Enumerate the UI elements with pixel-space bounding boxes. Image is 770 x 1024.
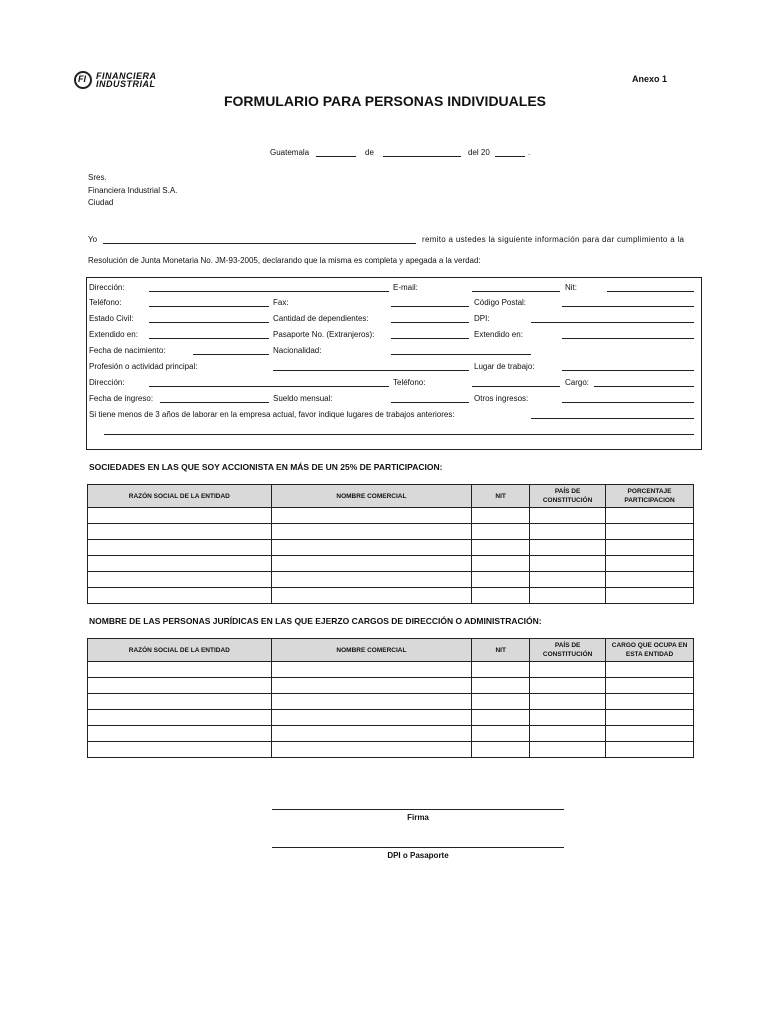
table-cell[interactable] bbox=[271, 742, 472, 758]
table-cell[interactable] bbox=[472, 524, 530, 540]
table-cell[interactable] bbox=[88, 726, 272, 742]
logo-emblem: FI bbox=[74, 71, 92, 89]
table-cell[interactable] bbox=[271, 694, 472, 710]
dependientes-field[interactable] bbox=[391, 322, 469, 323]
label-dependientes: Cantidad de dependientes: bbox=[273, 314, 369, 323]
table-cell[interactable] bbox=[472, 572, 530, 588]
table-cell[interactable] bbox=[606, 726, 694, 742]
fax-field[interactable] bbox=[391, 306, 469, 307]
label-direccion: Dirección: bbox=[89, 283, 125, 292]
table-row bbox=[88, 572, 694, 588]
label-nit: Nit: bbox=[565, 283, 577, 292]
table-cell[interactable] bbox=[606, 710, 694, 726]
table-cell[interactable] bbox=[88, 662, 272, 678]
table-cell[interactable] bbox=[88, 524, 272, 540]
cargos-table bbox=[87, 638, 694, 758]
table-cell[interactable] bbox=[271, 726, 472, 742]
statement-yo: Yo bbox=[88, 235, 98, 244]
table-cell[interactable] bbox=[472, 588, 530, 604]
table-cell[interactable] bbox=[606, 540, 694, 556]
statement-part2: Resolución de Junta Monetaria No. JM-93-2005, declarando que la misma es completa y apegada a la verdad: bbox=[88, 256, 481, 265]
label-lugar-trabajo: Lugar de trabajo: bbox=[474, 362, 535, 371]
table-cell[interactable] bbox=[606, 572, 694, 588]
table-cell[interactable] bbox=[88, 540, 272, 556]
month-field[interactable] bbox=[383, 156, 461, 157]
table-cell[interactable] bbox=[88, 588, 272, 604]
year-field[interactable] bbox=[495, 156, 525, 157]
table-cell[interactable] bbox=[472, 742, 530, 758]
table-row bbox=[88, 694, 694, 710]
label-email: E-mail: bbox=[393, 283, 418, 292]
table-cell[interactable] bbox=[606, 588, 694, 604]
table-row bbox=[88, 742, 694, 758]
label-codigo-postal: Código Postal: bbox=[474, 298, 527, 307]
statement-part1: remito a ustedes la siguiente información para dar cumplimiento a la bbox=[422, 235, 685, 244]
table-row bbox=[88, 588, 694, 604]
table-cell[interactable] bbox=[472, 710, 530, 726]
accionista-header-2: NIT bbox=[472, 485, 530, 508]
label-otros-ingresos: Otros ingresos: bbox=[474, 394, 529, 403]
label-sueldo: Sueldo mensual: bbox=[273, 394, 333, 403]
trabajos-anteriores-field-2[interactable] bbox=[104, 434, 694, 435]
logo-text: FINANCIERA INDUSTRIAL bbox=[96, 71, 157, 89]
table-cell[interactable] bbox=[606, 742, 694, 758]
table-cell[interactable] bbox=[88, 556, 272, 572]
table-cell[interactable] bbox=[606, 678, 694, 694]
label-pasaporte: Pasaporte No. (Extranjeros): bbox=[273, 330, 375, 339]
table-cell[interactable] bbox=[530, 540, 606, 556]
table-row bbox=[88, 540, 694, 556]
table-cell[interactable] bbox=[472, 678, 530, 694]
table-row bbox=[88, 710, 694, 726]
lugar-trabajo-field[interactable] bbox=[562, 370, 694, 371]
date-de: de bbox=[365, 148, 374, 157]
direccion-field[interactable] bbox=[149, 291, 389, 292]
extendido-en-field[interactable] bbox=[149, 338, 269, 339]
dpi-field[interactable] bbox=[531, 322, 694, 323]
profesion-field[interactable] bbox=[273, 370, 469, 371]
table-cell[interactable] bbox=[606, 524, 694, 540]
telefono-field[interactable] bbox=[149, 306, 269, 307]
accionista-table bbox=[87, 484, 694, 604]
cargos-header-1: NOMBRE COMERCIAL bbox=[271, 639, 472, 662]
table-cell[interactable] bbox=[530, 662, 606, 678]
date-end: . bbox=[528, 148, 531, 157]
firma-line[interactable] bbox=[272, 809, 564, 810]
table-cell[interactable] bbox=[530, 556, 606, 572]
label-fecha-nacimiento: Fecha de nacimiento: bbox=[89, 346, 166, 355]
sueldo-field[interactable] bbox=[391, 402, 469, 403]
table-cell[interactable] bbox=[271, 524, 472, 540]
day-field[interactable] bbox=[316, 156, 356, 157]
otros-ingresos-field[interactable] bbox=[562, 402, 694, 403]
nit-field[interactable] bbox=[607, 291, 694, 292]
full-name-field[interactable] bbox=[103, 243, 416, 244]
table-cell[interactable] bbox=[606, 508, 694, 524]
label-dpi: DPI: bbox=[474, 314, 490, 323]
label-estado-civil: Estado Civil: bbox=[89, 314, 134, 323]
table-cell[interactable] bbox=[530, 742, 606, 758]
annex-label: Anexo 1 bbox=[632, 74, 668, 84]
accionista-header-0: RAZÓN SOCIAL DE LA ENTIDAD bbox=[88, 485, 272, 508]
table-row bbox=[88, 678, 694, 694]
label-fax: Fax: bbox=[273, 298, 289, 307]
label-nacionalidad: Nacionalidad: bbox=[273, 346, 322, 355]
table-cell[interactable] bbox=[472, 726, 530, 742]
table-cell[interactable] bbox=[88, 694, 272, 710]
accionista-header-1: NOMBRE COMERCIAL bbox=[271, 485, 472, 508]
cargos-header-3: PAÍS DE CONSTITUCIÓN bbox=[530, 639, 606, 662]
codigo-postal-field[interactable] bbox=[562, 306, 694, 307]
table-cell[interactable] bbox=[271, 556, 472, 572]
table-cell[interactable] bbox=[530, 710, 606, 726]
table-row bbox=[88, 524, 694, 540]
firma-label: Firma bbox=[407, 813, 429, 822]
label-telefono: Teléfono: bbox=[89, 298, 122, 307]
table-cell[interactable] bbox=[606, 556, 694, 572]
table-cell[interactable] bbox=[271, 710, 472, 726]
label-telefono-trabajo: Teléfono: bbox=[393, 378, 426, 387]
label-cargo: Cargo: bbox=[565, 378, 590, 387]
extendido-en-2-field[interactable] bbox=[562, 338, 694, 339]
pasaporte-field[interactable] bbox=[391, 338, 469, 339]
table-cell[interactable] bbox=[530, 588, 606, 604]
table-cell[interactable] bbox=[530, 524, 606, 540]
section-accionista-title: SOCIEDADES EN LAS QUE SOY ACCIONISTA EN MÁS DE UN 25% DE PARTICIPACION: bbox=[89, 462, 443, 472]
table-cell[interactable] bbox=[88, 572, 272, 588]
estado-civil-field[interactable] bbox=[149, 322, 269, 323]
email-field[interactable] bbox=[472, 291, 560, 292]
trabajos-anteriores-field-1[interactable] bbox=[531, 418, 694, 419]
table-cell[interactable] bbox=[271, 588, 472, 604]
label-extendido-en-2: Extendido en: bbox=[474, 330, 523, 339]
table-cell[interactable] bbox=[530, 508, 606, 524]
date-city: Guatemala bbox=[270, 148, 310, 157]
label-fecha-ingreso: Fecha de ingreso: bbox=[89, 394, 154, 403]
table-cell[interactable] bbox=[271, 572, 472, 588]
telefono-trabajo-field[interactable] bbox=[472, 386, 560, 387]
date-year-prefix: del 20 bbox=[468, 148, 490, 157]
table-cell[interactable] bbox=[530, 572, 606, 588]
dpi-pasaporte-line[interactable] bbox=[272, 847, 564, 848]
table-cell[interactable] bbox=[606, 662, 694, 678]
label-extendido-en: Extendido en: bbox=[89, 330, 138, 339]
table-cell[interactable] bbox=[530, 694, 606, 710]
table-row bbox=[88, 508, 694, 524]
table-cell[interactable] bbox=[88, 742, 272, 758]
dpi-pasaporte-label: DPI o Pasaporte bbox=[387, 851, 449, 860]
table-cell[interactable] bbox=[472, 508, 530, 524]
table-cell[interactable] bbox=[88, 678, 272, 694]
label-trabajos-anteriores: Si tiene menos de 3 años de laborar en la empresa actual, favor indique lugares de trabajos anteriores: bbox=[89, 410, 455, 419]
accionista-header-3: PAÍS DE CONSTITUCIÓN bbox=[530, 485, 606, 508]
table-row bbox=[88, 726, 694, 742]
accionista-header-4: PORCENTAJE PARTICIPACION bbox=[606, 485, 694, 508]
fecha-ingreso-field[interactable] bbox=[160, 402, 269, 403]
table-row bbox=[88, 556, 694, 572]
table-cell[interactable] bbox=[472, 540, 530, 556]
cargos-header-0: RAZÓN SOCIAL DE LA ENTIDAD bbox=[88, 639, 272, 662]
table-cell[interactable] bbox=[530, 726, 606, 742]
direccion-trabajo-field[interactable] bbox=[149, 386, 389, 387]
table-cell[interactable] bbox=[271, 508, 472, 524]
table-cell[interactable] bbox=[606, 694, 694, 710]
form-title: FORMULARIO PARA PERSONAS INDIVIDUALES bbox=[223, 93, 546, 109]
label-profesion: Profesión o actividad principal: bbox=[89, 362, 198, 371]
table-cell[interactable] bbox=[271, 540, 472, 556]
table-cell[interactable] bbox=[472, 662, 530, 678]
cargos-header-4: CARGO QUE OCUPA EN ESTA ENTIDAD bbox=[606, 639, 694, 662]
cargo-field[interactable] bbox=[594, 386, 694, 387]
addressee: Sres. Financiera Industrial S.A. Ciudad bbox=[88, 173, 178, 207]
table-cell[interactable] bbox=[271, 662, 472, 678]
label-direccion-trabajo: Dirección: bbox=[89, 378, 125, 387]
section-cargos-title: NOMBRE DE LAS PERSONAS JURÍDICAS EN LAS QUE EJERZO CARGOS DE DIRECCIÓN O ADMINISTRACIÓN: bbox=[89, 616, 542, 626]
table-cell[interactable] bbox=[88, 710, 272, 726]
table-row bbox=[88, 662, 694, 678]
table-cell[interactable] bbox=[88, 508, 272, 524]
table-cell[interactable] bbox=[472, 694, 530, 710]
cargos-header-2: NIT bbox=[472, 639, 530, 662]
nacionalidad-field[interactable] bbox=[391, 354, 531, 355]
fecha-nacimiento-field[interactable] bbox=[193, 354, 269, 355]
table-cell[interactable] bbox=[472, 556, 530, 572]
table-cell[interactable] bbox=[530, 678, 606, 694]
table-cell[interactable] bbox=[271, 678, 472, 694]
